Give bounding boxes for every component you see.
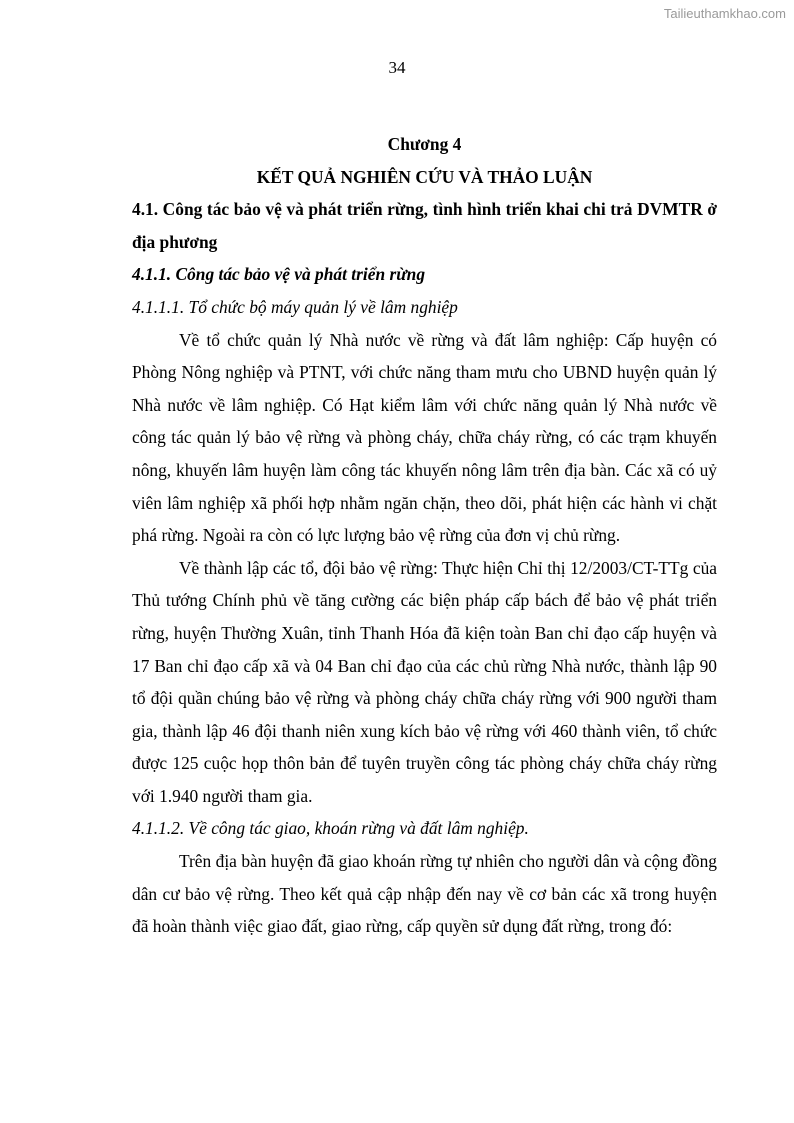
paragraph-protection-teams: Về thành lập các tổ, đội bảo vệ rừng: Thực hiện Chỉ thị 12/2003/CT-TTg của Thủ tướng Chính phủ về tăng cường các biện pháp cấp bách để bảo vệ phát triển rừng, huyện Thường Xuân, tỉnh Thanh Hóa đã kiện toàn Ban chỉ đạo cấp huyện và 17 Ban chỉ đạo cấp xã và 04 Ban chỉ đạo của các chủ rừng Nhà nước, thành lập 90 tổ đội quần chúng bảo vệ rừng và phòng cháy chữa cháy rừng với 900 người tham gia, thành lập 46 đội thanh niên xung kích bảo vệ rừng với 460 thành viên, tổ chức được 125 cuộc họp thôn bản để tuyên truyền công tác phòng cháy chữa cháy rừng với 1.940 người tham gia. bbox=[132, 557, 717, 806]
chapter-title: KẾT QUẢ NGHIÊN CỨU VÀ THẢO LUẬN bbox=[256, 166, 593, 187]
paragraph-forest-allocation: Trên địa bàn huyện đã giao khoán rừng tự nhiên cho người dân và cộng đồng dân cư bảo vệ rừng. Theo kết quả cập nhập đến nay về cơ bản các xã trong huyện đã hoàn thành việc giao đất, giao rừng, cấp quyền sử dụng đất rừng, trong đó: bbox=[132, 851, 717, 937]
subsection-heading: 4.1.1. Công tác bảo vệ và phát triển rừng bbox=[132, 264, 426, 285]
section-heading: 4.1. Công tác bảo vệ và phát triển rừng, tình hình triển khai chi trả DVMTR ở địa phương bbox=[132, 199, 717, 252]
page-number: 34 bbox=[388, 58, 406, 77]
document-body bbox=[132, 128, 717, 943]
paragraph-management-structure: Về tổ chức quản lý Nhà nước về rừng và đất lâm nghiệp: Cấp huyện có Phòng Nông nghiệp và PTNT, với chức năng tham mưu cho UBND huyện quản lý Nhà nước về lâm nghiệp. Có Hạt kiểm lâm với chức năng quản lý Nhà nước về công tác quản lý bảo vệ rừng và phòng cháy, chữa cháy rừng, có các trạm khuyến nông, khuyến lâm huyện làm công tác khuyến nông lâm trên địa bàn. Các xã có uỷ viên lâm nghiệp xã phối hợp nhằm ngăn chặn, theo dõi, phát hiện các hành vi chặt phá rừng. Ngoài ra còn có lực lượng bảo vệ rừng của đơn vị chủ rừng. bbox=[132, 329, 717, 546]
chapter-label: Chương 4 bbox=[387, 134, 462, 154]
subsubsection-heading-allocation: 4.1.1.2. Về công tác giao, khoán rừng và đất lâm nghiệp. bbox=[132, 818, 529, 839]
watermark: Tailieuthamkhao.com bbox=[663, 6, 786, 21]
subsubsection-heading-organization: 4.1.1.1. Tổ chức bộ máy quản lý về lâm nghiệp bbox=[132, 296, 458, 317]
